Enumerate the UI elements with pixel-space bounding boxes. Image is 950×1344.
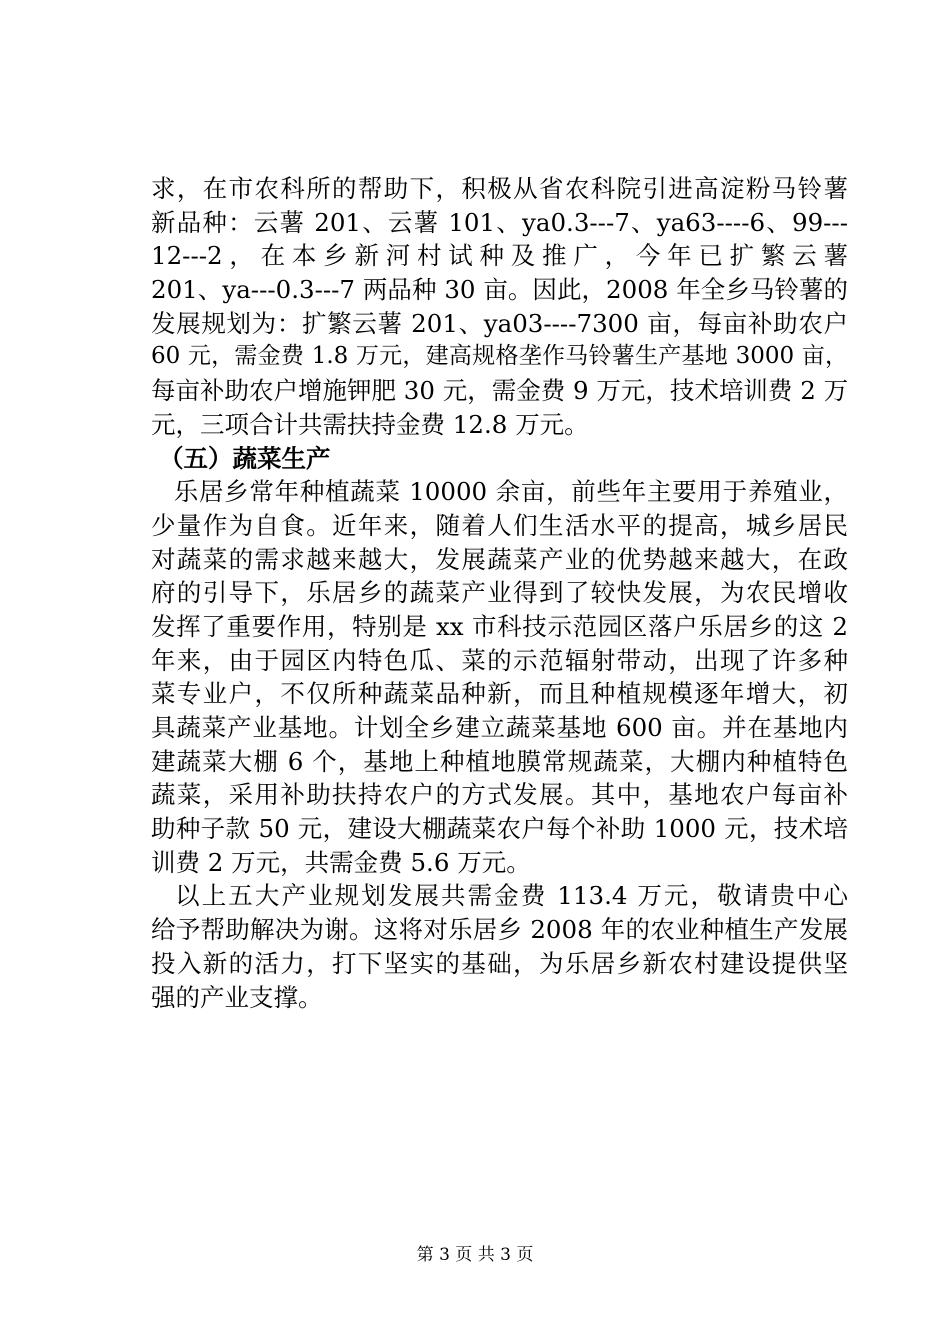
text-line xyxy=(151,879,848,913)
text-line: 菜专业户，不仅所种蔬菜品种新，而且种植规模逐年增大，初 xyxy=(151,679,848,709)
paragraph-first-line: 以上五大产业规划发展共需金费 113.4 万元，敬请贵中心 xyxy=(173,881,848,911)
paragraph-first-line: 乐居乡常年种植蔬菜 10000 余亩，前些年主要用于养殖业， xyxy=(173,477,848,507)
section-heading-text: （五）蔬菜生产 xyxy=(159,443,331,473)
text-line: 求，在市农科所的帮助下，积极从省农科院引进高淀粉马铃薯 xyxy=(151,174,848,203)
text-line: 建蔬菜大棚 6 个，基地上种植地膜常规蔬菜，大棚内种植特色 xyxy=(151,746,848,776)
section-heading xyxy=(151,442,848,476)
text-line: 强的产业支撑。 xyxy=(151,982,323,1012)
text-line: 新品种：云薯 201、云薯 101、ya0.3---7、ya63----6、99--- xyxy=(151,207,848,237)
text-line: 12---2，在本乡新河村试种及推广，今年已扩繁云薯 xyxy=(151,241,848,271)
text-line: 每亩补助农户增施钾肥 30 元，需金费 9 万元，技术培训费 2 万 xyxy=(151,376,848,406)
page-footer xyxy=(0,1244,950,1266)
text-line: 对蔬菜的需求越来越大，发展蔬菜产业的优势越来越大，在政 xyxy=(151,544,848,574)
text-line: 元，三项合计共需扶持金费 12.8 万元。 xyxy=(151,409,589,439)
text-line xyxy=(151,475,848,509)
text-line: 给予帮助解决为谢。这将对乐居乡 2008 年的农业种植生产发展 xyxy=(151,915,848,945)
text-line: 发展规划为：扩繁云薯 201、ya03----7300 亩，每亩补助农户 xyxy=(151,308,848,338)
text-line: 训费 2 万元，共需金费 5.6 万元。 xyxy=(151,847,531,877)
text-line: 少量作为自食。近年来，随着人们生活水平的提高，城乡居民 xyxy=(151,510,848,540)
text-line: 府的引导下，乐居乡的蔬菜产业得到了较快发展，为农民增收 xyxy=(151,578,848,608)
text-line: 60 元，需金费 1.8 万元，建高规格垄作马铃薯生产基地 3000 亩， xyxy=(151,343,848,370)
page-number: 第 3 页 共 3 页 xyxy=(416,1245,534,1265)
text-line: 年来，由于园区内特色瓜、菜的示范辐射带动，出现了许多种 xyxy=(151,645,848,675)
text-line: 发挥了重要作用，特别是 xx 市科技示范园区落户乐居乡的这 2 xyxy=(151,611,848,641)
document-body xyxy=(151,172,848,1014)
text-line: 投入新的活力，打下坚实的基础，为乐居乡新农村建设提供坚 xyxy=(151,948,848,978)
text-line: 具蔬菜产业基地。计划全乡建立蔬菜基地 600 亩。并在基地内 xyxy=(151,713,848,742)
text-line: 蔬菜，采用补助扶持农户的方式发展。其中，基地农户每亩补 xyxy=(151,780,848,810)
text-line: 201、ya---0.3---7 两品种 30 亩。因此，2008 年全乡马铃薯的 xyxy=(151,275,848,305)
text-line: 助种子款 50 元，建设大棚蔬菜农户每个补助 1000 元，技术培 xyxy=(151,814,848,844)
